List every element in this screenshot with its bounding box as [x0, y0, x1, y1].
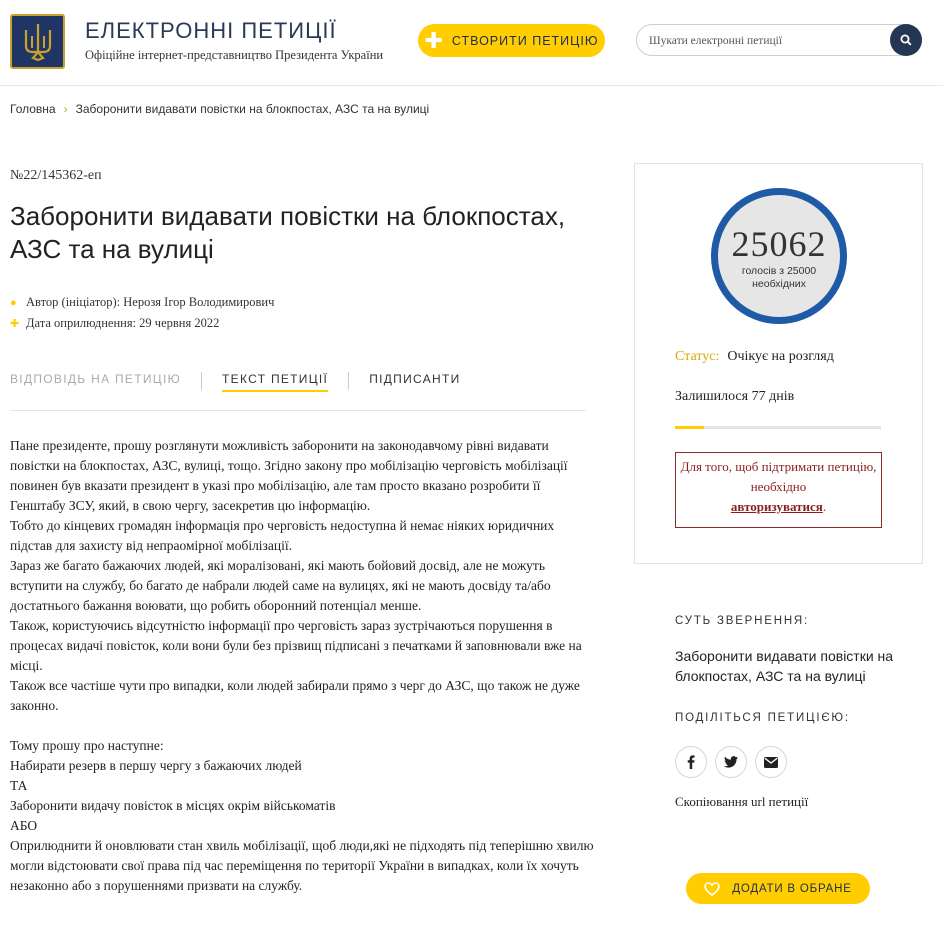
site-header — [0, 0, 943, 86]
heart-icon — [704, 882, 720, 896]
time-progress-fill — [675, 426, 704, 429]
share-email-button[interactable] — [755, 746, 787, 778]
days-remaining: Залишилося 77 днів — [675, 389, 795, 404]
essence-label: СУТЬ ЗВЕРНЕННЯ: — [675, 615, 810, 627]
share-label: ПОДІЛІТЬСЯ ПЕТИЦІЄЮ: — [675, 712, 850, 724]
time-progress-bar — [675, 426, 881, 429]
vote-panel — [634, 163, 923, 564]
tab-petition-text[interactable]: ТЕКСТ ПЕТИЦІЇ — [222, 372, 328, 392]
create-petition-label: СТВОРИТИ ПЕТИЦІЮ — [451, 33, 599, 48]
breadcrumb — [10, 102, 429, 116]
tabs-divider-line — [10, 410, 586, 411]
search-input[interactable] — [649, 31, 884, 51]
essence-text: Заборонити видавати повістки на блокпостах, АЗС та на вулиці — [675, 648, 894, 684]
tab-answer[interactable]: ВІДПОВІДЬ НА ПЕТИЦІЮ — [10, 372, 182, 386]
petition-date-text: Дата оприлюднення: 29 червня 2022 — [26, 316, 220, 330]
search-button[interactable] — [890, 24, 922, 56]
status-label: Статус: — [675, 349, 720, 364]
status-value: Очікує на розгляд — [727, 349, 834, 364]
petition-text: Пане президенте, прошу розглянути можливість заборонити на законодавчому рівні видавати повістки на блокпостах, АЗС, вулиці, тощо. Згідно закону про мобілізацію черговість мобілізації повинен був вказати президент в указі про мобілізацію, але там просто вказано розробити її Генштабу ЗСУ, який, в свою чергу, засекретив цю інформацію. Тобто до кінцевих громадян інформація про черговість недоступна й немає ніяких юридичних підстав для захисту від непраомірної мобілізації. Зараз же багато бажаючих людей, які моралізовані, які мають бойовий досвід, але не можуть вступити на службу, бо багато де набрали людей саме на вулицях, які не мають досвіду та/або достатнього бажання воювати, що робить оборонний потенціал менше. Також, користуючись відсутністю інформації про черговість зараз зустрічаються порушення в процесах видачі повісток, коли вони були без прізвищ підписані з печатками й заповнювали вже на місці. Також все частіше чути про випадки, коли людей забирали прямо з черг до АЗС, що також не дуже законно. Тому прошу про наступне: Набирати резерв в першу чергу з бажаючих людей ТА Заборонити видачу повісток в місцях окрім військоматів АБО Оприлюднити й оновлювати стан хвиль мобілізації, щоб люди,які не підходять під теперішню хвилю могли відстоювати свої права під час переміщення по території України в випадках, коли їх хочуть незаконно або з порушеннями призвати на службу. — [10, 438, 594, 893]
search-icon — [900, 34, 912, 46]
site-subtitle: Офіційне інтернет-представництво Президента України — [85, 48, 384, 62]
facebook-icon — [687, 755, 695, 769]
site-logo[interactable] — [10, 14, 65, 69]
petition-number: №22/145362-еп — [10, 168, 102, 183]
tab-divider — [348, 372, 349, 390]
plus-icon: ✚ — [10, 318, 20, 330]
petition-date — [10, 316, 219, 331]
petition-author-text: Автор (ініціатор): Нерозя Ігор Володимирович — [26, 295, 275, 309]
vote-count: 25062 — [731, 224, 827, 264]
add-to-favorites-label: ДОДАТИ В ОБРАНЕ — [732, 882, 852, 895]
share-facebook-button[interactable] — [675, 746, 707, 778]
search-bar — [636, 24, 922, 56]
site-title[interactable]: ЕЛЕКТРОННІ ПЕТИЦІЇ — [85, 18, 337, 43]
share-buttons — [675, 746, 795, 778]
plus-icon: ✚ — [424, 27, 444, 53]
vote-counter-circle — [711, 188, 847, 324]
auth-notice — [675, 452, 882, 528]
share-twitter-button[interactable] — [715, 746, 747, 778]
breadcrumb-current: Заборонити видавати повістки на блокпостах, АЗС та на вулиці — [75, 102, 430, 116]
auth-notice-text: Для того, щоб підтримати петицію, необхідно — [680, 459, 877, 494]
create-petition-button[interactable] — [418, 24, 605, 57]
tab-signers[interactable]: ПІДПИСАНТИ — [369, 372, 461, 386]
petition-tabs — [10, 372, 461, 392]
user-icon: ● — [10, 296, 17, 309]
twitter-icon — [724, 756, 738, 768]
auth-link[interactable]: авторизуватися — [730, 499, 823, 514]
petition-status — [675, 349, 834, 365]
petition-title: Заборонити видавати повістки на блокпостах, АЗС та на вулиці — [10, 201, 566, 264]
add-to-favorites-button[interactable] — [686, 873, 870, 904]
vote-count-subtitle-1: голосів з 25000 — [741, 265, 817, 277]
tab-divider — [201, 372, 202, 390]
trident-coat-of-arms-icon — [21, 22, 55, 62]
petition-author — [10, 295, 274, 310]
vote-count-subtitle-2: необхідних — [752, 278, 806, 290]
breadcrumb-home-link[interactable]: Головна — [10, 102, 56, 116]
auth-notice-end: . — [822, 499, 827, 514]
email-icon — [764, 757, 778, 768]
chevron-right-icon: › — [63, 102, 68, 116]
copy-url-link[interactable]: Скопіювання url петиції — [675, 794, 809, 809]
